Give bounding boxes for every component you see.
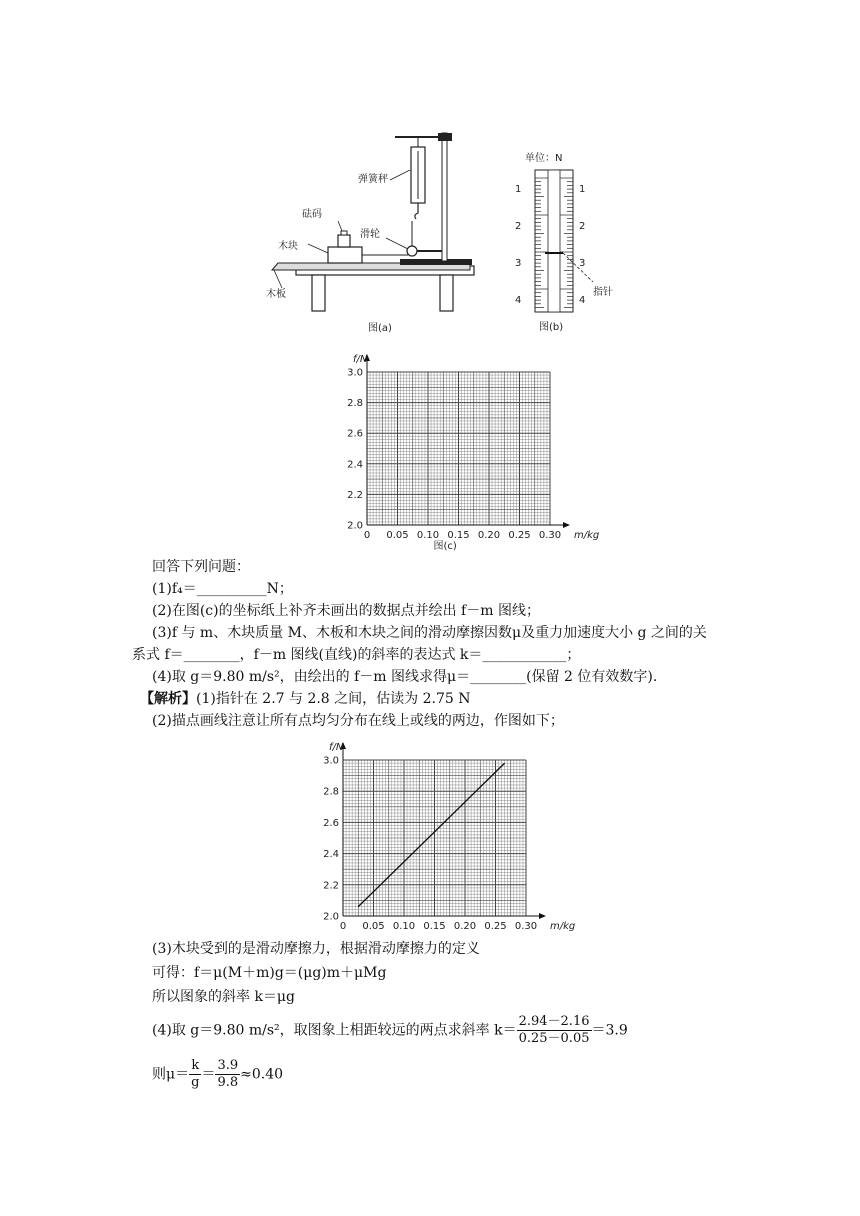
figure-a-apparatus — [260, 125, 500, 335]
answer-3-line3: 所以图象的斜率 k＝μg — [152, 989, 295, 1005]
question-1: (1)f₄＝__________N； — [152, 581, 293, 597]
pulley — [407, 246, 417, 256]
label-weight: 砝码 — [302, 209, 322, 220]
question-3-line1: (3)f 与 m、木块质量 M、木板和木块之间的滑动摩擦因数μ及重力加速度大小 g 之间的关 — [152, 625, 707, 641]
x-tick-label: 0.30 — [514, 921, 538, 932]
answer-4-text: (4)取 g＝9.80 m/s²，取图象上相距较远的两点求斜率 k＝ — [152, 1022, 517, 1039]
x-tick-label: 0 — [339, 921, 347, 932]
answer-3-line2: 可得：f＝μ(M＋m)g＝(μg)m＋μMg — [152, 965, 387, 981]
mu-numerator: 3.9 — [217, 1058, 239, 1073]
y-tick-label: 2.4 — [347, 459, 363, 471]
y-tick-label: 2.4 — [323, 849, 339, 861]
k-symbol: k — [189, 1058, 201, 1075]
mu-denominator: 9.8 — [217, 1075, 239, 1090]
figure-fitted-line-graph — [305, 732, 580, 937]
x-tick-label: 0.25 — [508, 530, 531, 541]
x-tick-label: 0.15 — [447, 530, 470, 541]
x-tick-label: 0 — [363, 530, 371, 541]
tick-left-4: 4 — [515, 295, 522, 306]
chart-caption: 图(c) — [433, 541, 457, 552]
y-axis-label: f/N — [329, 742, 344, 753]
y-tick-label: 2.6 — [323, 817, 339, 829]
mu-fraction — [215, 1058, 240, 1091]
x-axis-label: m/kg — [574, 530, 600, 541]
y-tick-label: 2.2 — [347, 489, 363, 501]
stand-pole — [442, 133, 447, 261]
label-pulley: 滑轮 — [360, 229, 380, 240]
answer-1-line — [140, 690, 470, 708]
figure-b-scale — [505, 150, 635, 335]
y-tick-label: 2.8 — [323, 786, 339, 798]
x-tick-label: 0.05 — [362, 921, 385, 932]
y-tick-label: 2.0 — [323, 911, 339, 923]
table-leg-right — [440, 275, 453, 311]
answer-5 — [152, 1058, 283, 1091]
y-axis-label: f/N — [353, 354, 368, 365]
y-tick-label: 2.2 — [323, 880, 339, 892]
tick-left-3: 3 — [515, 258, 522, 269]
k-over-g — [189, 1058, 201, 1091]
pointer-label: 指针 — [593, 287, 613, 298]
y-tick-label: 3.0 — [347, 367, 363, 379]
y-tick-label: 2.0 — [347, 520, 363, 532]
wood-block — [328, 247, 362, 263]
x-tick-label: 0.20 — [453, 921, 477, 932]
scale-unit: 单位：N — [525, 153, 563, 164]
mu-result: ≈0.40 — [240, 1066, 284, 1083]
x-axis-arrow — [563, 522, 570, 528]
g-symbol: g — [191, 1075, 200, 1090]
question-intro: 回答下列问题： — [152, 559, 250, 575]
table-leg-left — [312, 275, 325, 311]
x-tick-label: 0.20 — [477, 530, 501, 541]
question-4: (4)取 g＝9.80 m/s²，由绘出的 f－m 图线求得μ＝________(保留 2 位有效数字). — [152, 669, 658, 685]
answer-4 — [152, 1014, 628, 1047]
tick-right-3: 3 — [579, 258, 586, 269]
tick-right-4: 4 — [579, 295, 586, 306]
slope-fraction — [517, 1014, 592, 1047]
x-tick-label: 0.10 — [392, 921, 416, 932]
tick-left-2: 2 — [515, 221, 522, 232]
equals-sign: ＝ — [201, 1066, 216, 1083]
label-board: 木板 — [266, 289, 286, 300]
slope-result: ＝3.9 — [591, 1022, 628, 1039]
analysis-tag: 【解析】 — [140, 691, 196, 707]
label-spring-scale: 弹簧秤 — [358, 174, 388, 185]
slope-numerator: 2.94－2.16 — [518, 1014, 590, 1029]
tick-right-2: 2 — [579, 221, 586, 232]
x-axis-arrow — [539, 913, 546, 919]
x-axis-label: m/kg — [550, 921, 576, 932]
answer-3-line1: (3)木块受到的是滑动摩擦力，根据滑动摩擦力的定义 — [152, 941, 480, 957]
y-tick-label: 2.6 — [347, 428, 363, 440]
weight — [338, 235, 350, 247]
x-tick-label: 0.15 — [423, 921, 446, 932]
x-tick-label: 0.05 — [386, 530, 409, 541]
y-tick-label: 2.8 — [347, 398, 363, 410]
figure-c-empty-grid — [335, 340, 605, 555]
answer-1: (1)指针在 2.7 与 2.8 之间，估读为 2.75 N — [196, 691, 471, 707]
caption-figure-b: 图(b) — [539, 322, 564, 333]
y-tick-label: 3.0 — [323, 755, 339, 767]
answer-2: (2)描点画线注意让所有点均匀分布在线上或线的两边，作图如下； — [152, 713, 564, 729]
label-block: 木块 — [278, 241, 298, 252]
tick-right-1: 1 — [579, 184, 586, 195]
caption-figure-a: 图(a) — [368, 323, 392, 334]
board-end — [400, 259, 472, 265]
tick-left-1: 1 — [515, 184, 522, 195]
mu-prefix: 则μ＝ — [152, 1066, 190, 1083]
x-tick-label: 0.10 — [416, 530, 440, 541]
question-3-line2: 系式 f＝________，f－m 图线(直线)的斜率的表达式 k＝____________； — [132, 647, 581, 663]
x-tick-label: 0.25 — [484, 921, 507, 932]
x-tick-label: 0.30 — [538, 530, 562, 541]
question-2: (2)在图(c)的坐标纸上补齐未画出的数据点并绘出 f－m 图线； — [152, 603, 540, 619]
slope-denominator: 0.25－0.05 — [518, 1031, 590, 1046]
